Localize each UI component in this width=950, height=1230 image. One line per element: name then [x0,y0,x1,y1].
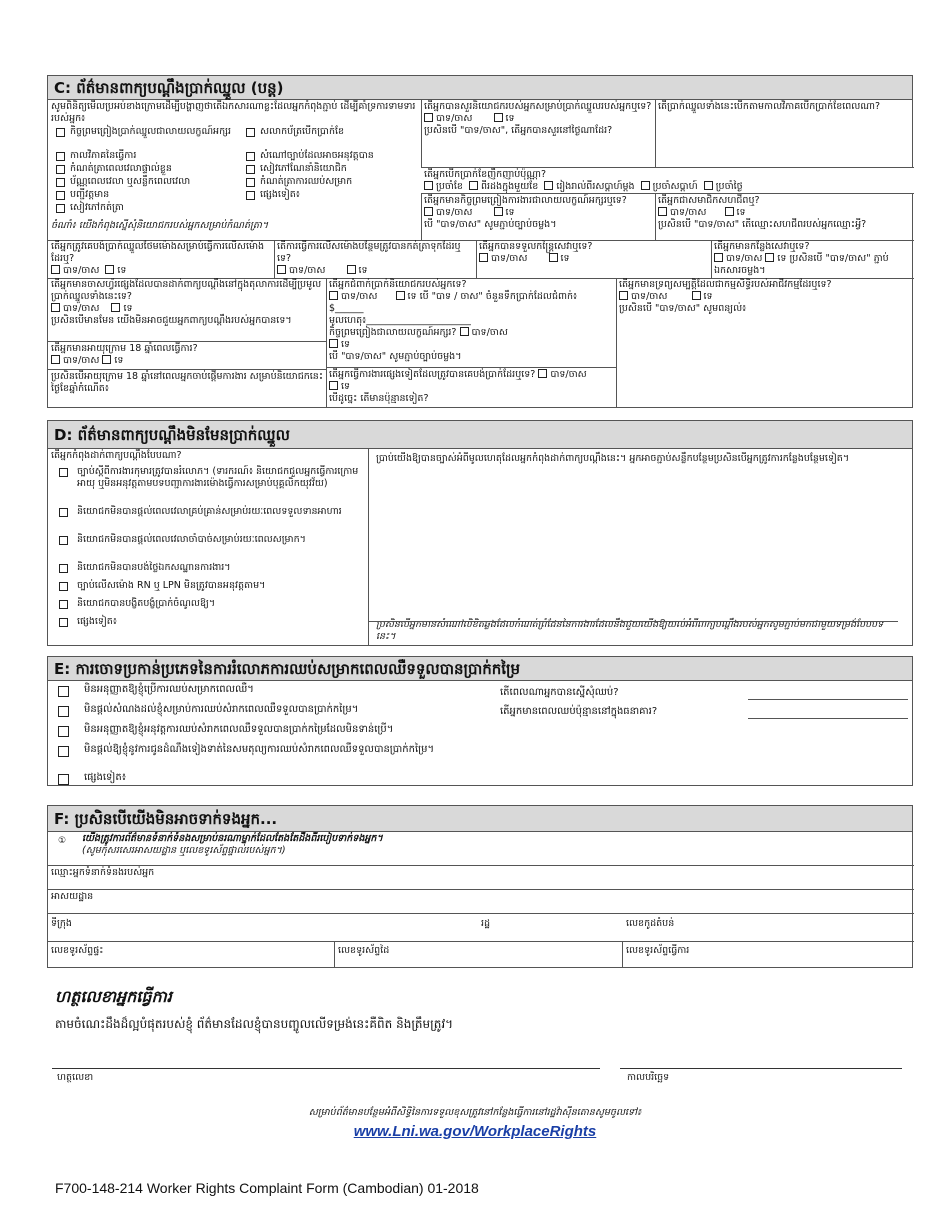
checkbox[interactable] [704,181,713,190]
checkbox[interactable] [641,181,650,190]
complaint-option[interactable]: និយោជកមិនបានបង់ថ្លៃឯកសណ្ឋានការងារ។ [51,562,365,580]
section-e [47,656,913,786]
complaint-option[interactable]: ផ្សេងទៀត៖ [51,616,365,634]
doc-option[interactable]: កិច្ចព្រមព្រៀងប្រាក់ឈ្នួលជាលាយលក្ខណ៍អក្សរ [56,126,241,150]
contact-cell-phone-field[interactable]: លេខទូរស័ព្ទដៃ [335,942,623,968]
checkbox-yes[interactable] [714,253,723,262]
contact-name-field[interactable]: ឈ្មោះអ្នកទំនាក់ទំនងរបស់អ្នក [48,866,914,890]
checkbox[interactable] [469,181,478,190]
checkbox-no[interactable] [347,265,356,274]
sick-leave-option[interactable]: មិនផ្ដល់សំណងដល់ខ្ញុំសម្រាប់ការឈប់សំរាកពេលឈឺទទួលបានប្រាក់កម្រៃ។ [56,704,496,724]
contact-intro: ① យើងត្រូវការព័ត៌មានទំនាក់ទំនងសម្រាប់នរណាម្នាក់ដែលតែងតែដឹងពីរបៀបទាក់ទងអ្នក។ (សូមកុំសរសេរអាសយដ្ឋាន ឬលេខទូរស័ព្ទផ្ទាល់របស់អ្នក។) [48,832,914,866]
property-cell: តើអ្នកមានទ្រព្យសម្បត្តិដែលជាកម្មសិទ្ធិរបស់អាជីវកម្មដែរឬទេ? បាទ/ចាស ទេ ប្រសិនបើ "បាទ/ចាស" សូមពន្យល់៖ [619,279,832,314]
checkbox[interactable] [58,726,69,737]
doc-option[interactable]: កាលវិភាគនៃធ្វើការ [56,150,241,163]
contact-address-field[interactable]: អាសយដ្ឋាន [48,890,914,914]
checkbox[interactable] [246,178,255,187]
complaint-explain-cell[interactable]: ប្រាប់យើងឱ្យបានច្បាស់អំពីមូលហេតុដែលអ្នកកំពុងដាក់ពាក្យបណ្ដឹងនេះ។ អ្នកអាចភ្ជាប់សន្លឹកបន្ថែមប្រសិនបើអ្នកត្រូវការកន្លែងបន្ថែមទៀត។ ប្រសិនបើអ្នកមានសំណៅលិខិតឆ្លងដែលកំណត់ព្រំដែននៃការងារដែលនឹងជួយយើងឱ្យយល់អំពីពាក្យបណ្ដឹងរបស់អ្នកសូមភ្ជាប់មកជាមួយទម្រង់បែបបទនេះ។ [368,449,914,645]
checkbox-yes[interactable] [424,207,433,216]
checkbox[interactable] [58,706,69,717]
checkbox-no[interactable] [111,303,120,312]
pay-frequency-cell: តើអ្នកបើកប្រាក់ខែញឹកញាប់ប៉ុណ្ណា? ប្រចាំខែ ពីរដងក្នុងមួយខែ រៀងរាល់ពីរសប្ដាហ៍ម្ដង ប្រចាំសប្តាហ៍ ប្រចាំថ្ងៃ [421,168,914,194]
checkbox[interactable] [59,564,68,573]
form-id: F700-148-214 Worker Rights Complaint Form (Cambodian) 01-2018 [55,1180,479,1196]
ask-employer-cell: តើអ្នកបានសួរនិយោជករបស់អ្នកសម្រាប់ប្រាក់ឈ្នួលរបស់អ្នកឬទេ? បាទ/ចាស ទេ ប្រសិនបើ "បាទ/ចាស", តើអ្នកបានសួរនៅថ្ងៃណាដែរ? [421,100,655,168]
complaint-option[interactable]: និយោជកបានបង្ខិតបង្ខំប្រាក់ចំណូលឱ្យ។ [51,598,365,616]
doc-option[interactable]: ផ្សេងទៀត៖ [246,189,418,202]
doc-option[interactable]: កំណត់ត្រាពេលវេលាផ្ទាល់ខ្លួន [56,163,241,176]
contact-zip-field[interactable]: លេខកូដតំបន់ [623,914,914,942]
checkbox[interactable] [56,128,65,137]
banked-hours-label: តើអ្នកមានពេលឈប់ប៉ុន្មាននៅក្នុងធនាគារ? [500,706,658,717]
checkbox-no[interactable] [105,265,114,274]
checkbox-no[interactable] [549,253,558,262]
checkbox[interactable] [59,508,68,517]
signature-line[interactable] [52,1068,600,1069]
other-work-cell: តើអ្នកធ្វើការងារផ្សេងទៀតដែលត្រូវបានគេបង់ប្រាក់ដែរឬទេ? បាទ/ចាស ទេ បើដូច្នេះ តើមានប៉ុន្មានទៀត? [329,369,587,404]
tips-cell: តើអ្នកបានទទួលកន្រ្តៃសេវាឬទេ? បាទ/ចាស ទេ [479,241,593,264]
section-f [47,805,913,968]
checkbox[interactable] [56,165,65,174]
checkbox[interactable] [56,204,65,213]
under18-dob-cell: ប្រសិនបើអាយុក្រោម 18 ឆ្នាំនៅពេលអ្នកចាប់ផ្ដើមការងារ សម្រាប់និយោជកនេះថ្ងៃខែឆ្នាំកំណើត៖ [51,371,324,394]
doc-option[interactable]: កំណត់ត្រាការឈប់សម្រាក [246,176,418,189]
checkbox-no[interactable] [692,291,701,300]
documents-note: ចំណាំ៖ យើងកំពុងស្នើសុំនិយោជករបស់អ្នកសម្រាប់កំណត់ត្រា។ [51,220,269,231]
checkbox-yes[interactable] [538,369,547,378]
checkbox[interactable] [544,181,553,190]
checkbox-yes[interactable] [460,327,469,336]
date-label: កាលបរិច្ឆេទ [627,1072,670,1083]
documents-intro: សូមពិនិត្យមើលប្រអប់ខាងក្រោមដើម្បីបង្ហាញថាតើឯកសារណាខ្លះដែលអ្នកកំពុងភ្ជាប់ ដើម្បីគាំទ្រការទាមទាររបស់អ្នក៖ [51,101,416,124]
other-court-cell: តើអ្នកមានចាសហ្វ័រផ្សេងដែលបានដាក់ពាក្យបណ្ដឹងនៅក្នុងតុលាការដើម្បីប្រមូលប្រាក់ឈ្នួលទាំងនេះទេ? បាទ/ចាស ទេ ប្រសិនបើមានមែន យើងមិនអាចជួយអ្នកពាក្យបណ្ដឹងរបស់អ្នកបានទេ។ [48,278,326,342]
written-agreement-cell: តើអ្នកមានកិច្ចព្រមព្រៀងការងារជាលាយលក្ខណ៍អក្សរឬទេ? បាទ/ចាស ទេ បើ "បាទ/ចាស" សូមភ្ជាប់ច្បាប់ចម្លង។ [424,195,627,230]
complaint-footnote: ប្រសិនបើអ្នកមានសំណៅលិខិតឆ្លងដែលកំណត់ព្រំដែននៃការងារដែលនឹងជួយយើងឱ្យយល់អំពីពាក្យបណ្ដឹងរបស់អ្នកសូមភ្ជាប់មកជាមួយទម្រង់បែបបទនេះ។ [376,619,884,642]
checkbox-yes[interactable] [277,265,286,274]
doc-option[interactable]: សៀវភៅកត់ត្រា [56,202,241,215]
checkbox[interactable] [246,191,255,200]
complaint-option[interactable]: ច្បាប់ស្ដីពីការងារកុមារត្រូវបានរំលោភ។ (ទារករណ៍៖ និយោជកជួលអ្នកធ្វើការក្រោមអាយុ ឬមិនអនុវត្តតាមបទបញ្ជាការងារម៉ោងធ្វើការសម្រាប់បុគ្គលិកយុវវ័យ) [51,466,365,506]
checkbox[interactable] [424,181,433,190]
checkbox[interactable] [246,152,255,161]
checkbox[interactable] [246,165,255,174]
request-date-line[interactable] [748,699,908,700]
sick-leave-option[interactable]: មិនអនុញ្ញាតឱ្យខ្ញុំប្រើការឈប់សម្រាកពេលឈឺ។ [56,684,496,704]
contact-state-field[interactable]: រដ្ឋ [478,914,623,942]
signature-label: ហត្ថលេខា [57,1072,94,1083]
checkbox-no[interactable] [102,355,111,364]
workplace-rights-link[interactable]: www.Lni.wa.gov/WorkplaceRights [353,1123,597,1140]
checkbox-yes[interactable] [424,113,433,122]
complaint-type-cell: តើអ្នកកំពុងដាក់ពាក្យបណ្ដឹងបែបណា? ច្បាប់ស្ដីពីការងារកុមារត្រូវបានរំលោភ។ (ទារករណ៍៖ និយោជកជួលអ្នកធ្វើការក្រោមអាយុ ឬមិនអនុវត្តតាមបទបញ្ជាការងារម៉ោងធ្វើការសម្រាប់បុគ្គលិកយុវវ័យ) និយោជកមិនបានផ្ដល់ពេលវេលាគ្រប់គ្រាន់សម្រាប់រយៈពេលទទួលទានអាហារ និយោជកមិនបានផ្ដល់ពេលវេលាចាំបាច់សម្រាប់រយៈពេលសម្រាក។ និយោជកមិនបានបង់ថ្លៃឯកសណ្ឋានការងារ។ ច្បាប់លើសម៉ោង RN ឬ LPN មិនត្រូវបានអនុវត្តតាម។ និយោជកបានបង្ខិតបង្ខំប្រាក់ចំណូលឱ្យ។ ផ្សេងទៀត៖ [48,449,368,645]
checkbox-no[interactable] [396,291,405,300]
checkbox-no[interactable] [765,253,774,262]
signature-title: ហត្ថលេខាអ្នកធ្វើការ [55,987,172,1006]
doc-option[interactable]: បញ្ជីវត្តមាន [56,189,241,202]
section-e-title: E: ការចោទប្រកាន់ប្រភេទនៃការរំលោភការឈប់សម្រាកពេលឈឺទទួលបានប្រាក់កម្រៃ [48,657,912,681]
documents-cell [48,100,421,240]
checkbox[interactable] [58,774,69,785]
checkbox[interactable] [56,178,65,187]
checkbox-yes[interactable] [51,303,60,312]
checkbox[interactable] [56,152,65,161]
checkbox-no[interactable] [329,339,338,348]
doc-option[interactable]: សំណៅច្បាប់ដែលអាចអនុវត្តបាន [246,150,418,163]
section-d [47,420,913,646]
signature-statement: តាមចំណេះដឹងដ៏ល្អបំផុតរបស់ខ្ញុំ ព័ត៌មានដែលខ្ញុំបានបញ្ចូលលើទម្រង់នេះគឺពិត និងត្រឹមត្រូវ។ [55,1017,454,1031]
date-line[interactable] [620,1068,902,1069]
union-cell: តើអ្នកជាសមាជិកសហជីពឬ? បាទ/ចាស ទេ ប្រសិនបើ "បាទ/ចាស" តើឈ្មោះសហជីពរបស់អ្នកឈ្មោះអ្វី? [658,195,867,230]
checkbox[interactable] [59,468,68,477]
section-d-title: D: ព័ត៌មានពាក្យបណ្ដឹងមិនមែនប្រាក់ឈ្នួល [48,421,912,449]
sick-leave-option[interactable]: ផ្សេងទៀត៖ [56,772,496,790]
checkbox[interactable] [59,618,68,627]
checkbox[interactable] [56,191,65,200]
checkbox-no[interactable] [494,207,503,216]
complaint-option[interactable]: ច្បាប់លើសម៉ោង RN ឬ LPN មិនត្រូវបានអនុវត្តតាម។ [51,580,365,598]
checkbox-yes[interactable] [329,291,338,300]
checkbox-yes[interactable] [51,265,60,274]
contact-home-phone-field[interactable]: លេខទូរស័ព្ទផ្ទះ [48,942,335,968]
checkbox-yes[interactable] [619,291,628,300]
doc-option[interactable]: សលាកប័ត្របើកប្រាក់ខែ [246,126,418,150]
footer-note: សម្រាប់ព័ត៌មានបន្ថែមអំពីសិទ្ធិនៃការទទួលខុសត្រូវនៅកន្លែងធ្វើការនៅរដ្ឋវ៉ាស៊ីនតោនសូមចូលទៅ៖ [308,1107,642,1118]
doc-option[interactable]: ប័ណ្ណពេលវេលា ឬសន្លឹកពេលវេលា [56,176,241,189]
overtime-cell: តើអ្នកត្រូវគេបង់ប្រាក់ឈ្នួលថែមម៉ោងសម្រាប់ធ្វើការលើសម៉ោងដែរឬ? បាទ/ចាស ទេ [51,241,265,276]
checkbox-yes[interactable] [479,253,488,262]
section-c [47,75,913,408]
checkbox[interactable] [58,746,69,757]
section-f-title: F: ប្រសិនបើយើងមិនអាចទាក់ទងអ្នក... [48,806,912,832]
section-c-title: C: ព័ត៌មានពាក្យបណ្ដឹងប្រាក់ឈ្នួល (បន្ត) [48,76,912,100]
sick-leave-option[interactable]: មិនអនុញ្ញាតឱ្យខ្ញុំអនុវត្តការឈប់សំរាកពេលឈឺទទួលបានប្រាក់កម្រៃដែលមិនទាន់ប្រើ។ [56,724,496,744]
contact-city-field[interactable]: ទីក្រុង [48,914,478,942]
checkbox-no[interactable] [329,381,338,390]
checkbox-no[interactable] [725,207,734,216]
checkbox[interactable] [59,536,68,545]
owe-employer-cell: តើអ្នកជំពាក់ប្រាក់និយោជករបស់អ្នកទេ? បាទ/ចាស ទេ បើ "បាទ / ចាស" ចំនួនទឹកប្រាក់ដែលជំពាក់៖ $______ មូលហេតុ៖______________________ កិច្ចព្រមព្រៀងជាលាយលក្ខណ៍អក្សរ? បាទ/ចាស ទេ បើ "បាទ/ចាស" សូមភ្ជាប់ច្បាប់ចម្លង។ [326,278,616,368]
info-icon: ① [58,836,67,846]
pay-schedule-cell: តើប្រាក់ឈ្នួលទាំងនេះបើកតាមកាលវិភាគបើកប្រាក់ខែពេលណា? [655,100,914,168]
checkbox[interactable] [246,128,255,137]
checkbox-yes[interactable] [658,207,667,216]
checkbox-no[interactable] [494,113,503,122]
checkbox-yes[interactable] [51,355,60,364]
request-date-label: តើពេលណាអ្នកបានស្នើសុំឈប់? [500,687,619,698]
complaint-option[interactable]: និយោជកមិនបានផ្ដល់ពេលវេលាចាំបាច់សម្រាប់រយៈពេលសម្រាក។ [51,534,365,562]
under18-cell: តើអ្នកមានអាយុក្រោម 18 ឆ្នាំពេលធ្វើការ? បាទ/ចាស ទេ [48,342,326,370]
deduction-cell: តើអ្នកមានកន្លែងសេវាឬទេ? បាទ/ចាស ទេ ប្រសិនបើ "បាទ/ចាស" ភ្ជាប់ឯកសារចម្លង។ [714,241,889,276]
checkbox[interactable] [58,686,69,697]
checkbox[interactable] [59,600,68,609]
doc-option[interactable]: សៀវភៅណែនាំនិយោជិក [246,163,418,176]
sick-leave-option[interactable]: មិនផ្ដល់ឱ្យខ្ញុំនូវការជូនដំណឹងទៀងទាត់នៃសមតុល្យការឈប់សំរាកពេលឈឺទទួលបានប្រាក់កម្រៃ។ [56,744,496,772]
complaint-option[interactable]: និយោជកមិនបានផ្ដល់ពេលវេលាគ្រប់គ្រាន់សម្រាប់រយៈពេលទទួលទានអាហារ [51,506,365,534]
checkbox[interactable] [59,582,68,591]
contact-work-phone-field[interactable]: លេខទូរស័ព្ទធ្វើការ [626,945,690,956]
banked-hours-line[interactable] [748,718,908,719]
overtime-hours-cell: តើការធ្វើការលើសម៉ោងបន្ថែមត្រូវបានកត់ត្រាទុកដែរឬទេ? បាទ/ចាស ទេ [277,241,461,276]
